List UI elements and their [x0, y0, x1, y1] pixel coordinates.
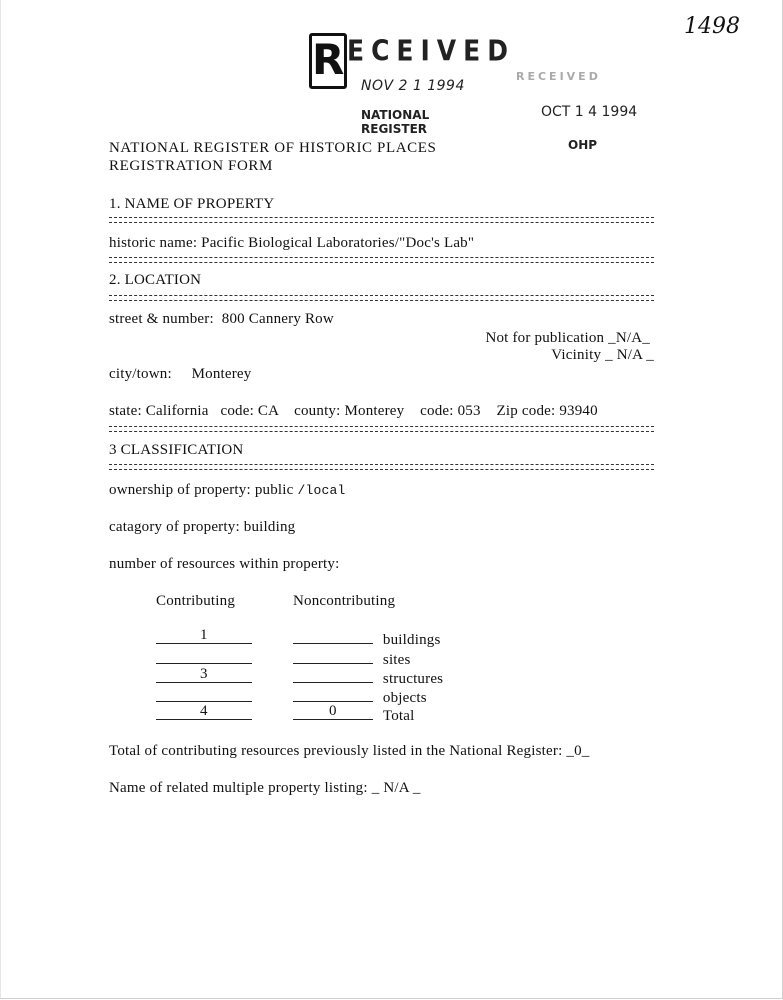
city-value: Monterey: [191, 366, 252, 382]
ownership-value-typed: /local: [297, 483, 346, 498]
contributing-blank: [156, 689, 252, 702]
total-previously-listed: Total of contributing resources previously listed in the National Register: _0_: [109, 743, 590, 759]
city-field: [109, 366, 252, 383]
section-divider: [109, 257, 654, 263]
contributing-value: 3: [200, 666, 208, 682]
resource-row: [156, 689, 427, 707]
category-field: [109, 519, 295, 536]
received-stamp-2-date: OCT 1 4 1994: [541, 104, 638, 120]
noncontributing-blank: [293, 703, 373, 720]
category-label: catagory of property:: [109, 519, 240, 535]
historic-name-value: Pacific Biological Laboratories/"Doc's Lab": [201, 235, 475, 251]
column-noncontributing: Noncontributing: [293, 593, 396, 609]
received-stamp-date: NOV 2 1 1994: [361, 78, 465, 94]
street-label: street & number:: [109, 311, 214, 327]
section-divider: [109, 426, 654, 432]
noncontributing-blank: [293, 670, 373, 683]
ohp-stamp: OHP: [568, 138, 598, 152]
form-subtitle: REGISTRATION FORM: [109, 158, 273, 174]
resource-row: [156, 666, 444, 688]
category-value: building: [243, 519, 296, 535]
section-divider: [109, 464, 654, 470]
resource-type-label: buildings: [382, 632, 441, 648]
resources-label: number of resources within property:: [109, 556, 340, 572]
ownership-field: [109, 482, 346, 499]
received-stamp-letter: R: [309, 33, 347, 89]
resource-row: [156, 627, 441, 649]
historic-name-field: [109, 235, 474, 252]
national-register-stamp: NATIONAL REGISTER: [361, 108, 430, 136]
contributing-blank: [156, 703, 252, 720]
contributing-blank: [156, 666, 252, 683]
handwritten-number: 1498: [684, 14, 740, 39]
historic-name-label: historic name:: [109, 235, 198, 251]
contributing-total: 4: [200, 703, 208, 719]
section-divider: [109, 217, 654, 223]
resource-type-label: objects: [382, 690, 427, 706]
received-stamp-2: RECEIVED: [516, 70, 601, 83]
resource-type-label: Total: [382, 708, 415, 724]
ownership-value: public: [254, 482, 294, 498]
noncontributing-total: 0: [328, 703, 337, 719]
section-divider: [109, 295, 654, 301]
street-field: [109, 311, 334, 328]
ownership-label: ownership of property:: [109, 482, 251, 498]
resource-row: [156, 651, 411, 669]
contributing-value: 1: [200, 627, 208, 643]
related-multiple-listing: Name of related multiple property listing: _ N/A _: [109, 780, 421, 796]
noncontributing-blank: [293, 651, 373, 664]
contributing-blank: [156, 627, 252, 644]
section-3-heading: 3 CLASSIFICATION: [109, 442, 244, 458]
street-value: 800 Cannery Row: [221, 311, 334, 327]
resource-type-label: structures: [382, 671, 444, 687]
section-1-heading: 1. NAME OF PROPERTY: [109, 196, 275, 212]
state-line: state: California code: CA county: Monterey code: 053 Zip code: 93940: [109, 403, 598, 419]
column-contributing: Contributing: [156, 593, 236, 609]
vicinity: Vicinity _ N/A _: [551, 347, 654, 363]
noncontributing-blank: [293, 689, 373, 702]
not-for-publication: Not for publication _N/A_: [485, 330, 650, 346]
noncontributing-blank: [293, 631, 373, 644]
city-label: city/town:: [109, 366, 172, 382]
resource-row-total: [156, 703, 415, 725]
contributing-blank: [156, 651, 252, 664]
section-2-heading: 2. LOCATION: [109, 272, 202, 288]
received-stamp: ECEIVED: [347, 33, 515, 68]
form-title: NATIONAL REGISTER OF HISTORIC PLACES: [109, 140, 437, 156]
resource-type-label: sites: [382, 652, 411, 668]
